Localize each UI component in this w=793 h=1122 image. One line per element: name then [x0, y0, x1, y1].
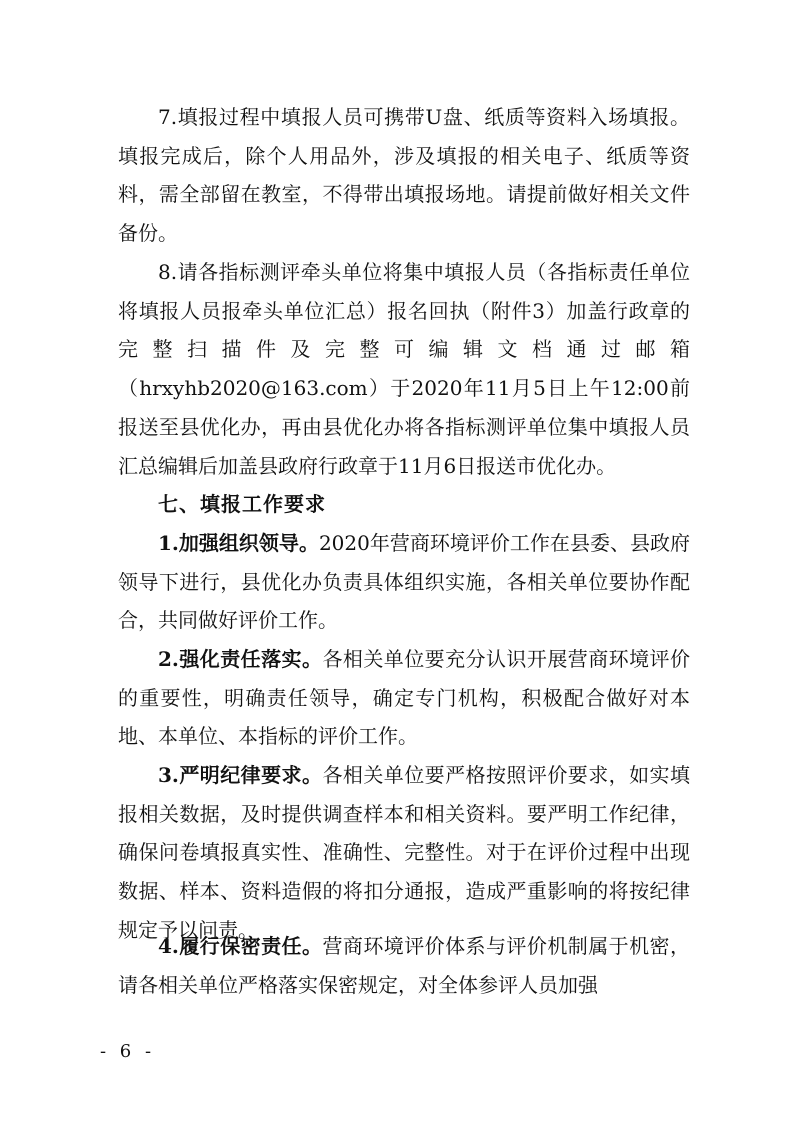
requirement-4-lead: 4.履行保密责任。	[158, 934, 323, 958]
requirement-3-body: 各相关单位要严格按照评价要求，如实填报相关数据，及时提供调查样本和相关资料。要严明工作纪律，确保问卷填报真实性、准确性、完整性。对于在评价过程中出现数据、样本、资料造假的将扣分通报，造成严重影响的将按纪律规定予以问责。	[118, 763, 690, 942]
page-number: - 6 -	[100, 1041, 156, 1062]
requirement-2	[118, 640, 690, 756]
requirement-1-lead: 1.加强组织领导。	[158, 531, 319, 555]
requirement-4-body: 营商环境评价体系与评价机制属于机密，请各相关单位严格落实保密规定，对全体参评人员加强	[118, 934, 690, 997]
paragraph-item-7: 7.填报过程中填报人员可携带U盘、纸质等资料入场填报。填报完成后，除个人用品外，涉及填报的相关电子、纸质等资料，需全部留在教室，不得带出填报场地。请提前做好相关文件备份。	[118, 105, 690, 246]
section-heading: 七、填报工作要求	[158, 492, 326, 516]
requirement-1	[118, 524, 690, 640]
requirement-1-body: 2020年营商环境评价工作在县委、县政府领导下进行，县优化办负责具体组织实施，各相关单位要协作配合，共同做好评价工作。	[118, 531, 690, 633]
requirement-2-lead: 2.强化责任落实。	[158, 647, 323, 671]
paragraph-item-8: 8.请各指标测评牵头单位将集中填报人员（各指标责任单位将填报人员报牵头单位汇总）报名回执（附件3）加盖行政章的完整扫描件及完整可编辑文档通过邮箱（hrxyhb2020@163.com）于2020年11月5日上午12:00前报送至县优化办，再由县优化办将各指标测评单位集中填报人员汇总编辑后加盖县政府行政章于11月6日报送市优化办。	[118, 260, 690, 478]
requirement-3-lead: 3.严明纪律要求。	[158, 763, 323, 787]
requirement-2-body: 各相关单位要充分认识开展营商环境评价的重要性，明确责任领导，确定专门机构，积极配合做好对本地、本单位、本指标的评价工作。	[118, 647, 690, 749]
requirement-4	[118, 927, 690, 1004]
requirement-3	[118, 756, 690, 950]
